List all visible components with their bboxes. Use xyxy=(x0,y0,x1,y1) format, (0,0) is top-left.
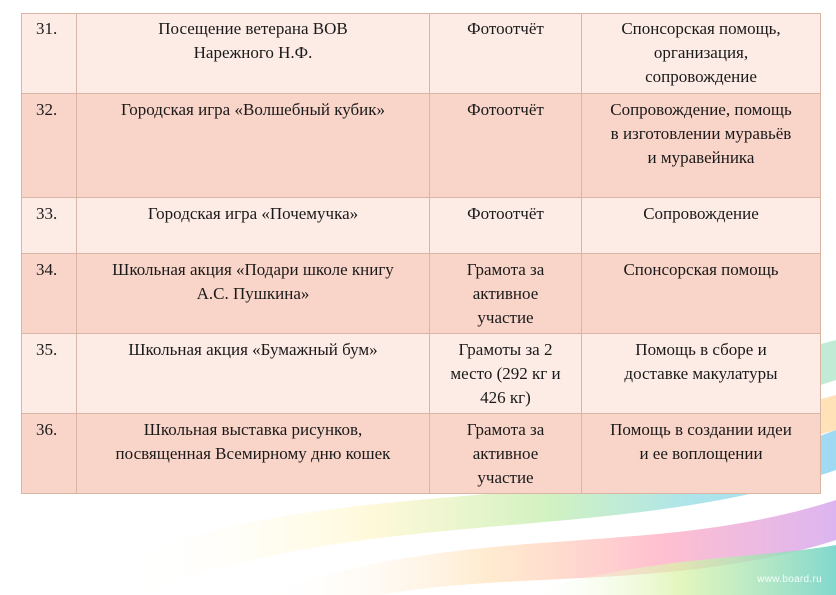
role-cell-line: Помощь в сборе и xyxy=(635,340,767,359)
row-number: 33. xyxy=(22,198,77,254)
event-cell-line: Школьная акция «Бумажный бум» xyxy=(128,340,378,359)
event-cell-line: Городская игра «Почемучка» xyxy=(147,204,359,223)
table-row xyxy=(22,334,821,414)
role-cell-line: организация, xyxy=(653,43,749,62)
role-cell xyxy=(582,14,821,94)
role-cell-line: и муравейника xyxy=(647,148,755,167)
result-cell-line: Грамота за xyxy=(466,420,545,439)
result-cell xyxy=(430,198,582,254)
event-cell xyxy=(77,94,430,198)
role-cell-line: доставке макулатуры xyxy=(624,364,778,383)
role-cell-line: Сопровождение, помощь xyxy=(610,100,792,119)
row-number: 32. xyxy=(22,94,77,198)
row-number: 36. xyxy=(22,414,77,494)
event-cell xyxy=(77,414,430,494)
result-cell-line: место (292 кг и xyxy=(450,364,561,383)
table-row xyxy=(22,414,821,494)
event-cell-line: Нарежного Н.Ф. xyxy=(193,43,313,62)
role-cell xyxy=(582,254,821,334)
row-number: 34. xyxy=(22,254,77,334)
event-cell xyxy=(77,14,430,94)
watermark-text: www.board.ru xyxy=(757,574,822,585)
result-cell-line: Фотоотчёт xyxy=(467,19,544,38)
role-cell-line: Сопровождение xyxy=(643,204,759,223)
result-cell-line: Фотоотчёт xyxy=(467,204,544,223)
table-row xyxy=(22,94,821,198)
result-cell-line: Фотоотчёт xyxy=(467,100,544,119)
role-cell-line: Спонсорская помощь, xyxy=(621,19,781,38)
result-cell-line: участие xyxy=(477,308,534,327)
role-cell xyxy=(582,94,821,198)
result-cell-line: Грамота за xyxy=(466,260,545,279)
result-cell-line: активное xyxy=(472,444,539,463)
table-row xyxy=(22,254,821,334)
event-cell xyxy=(77,334,430,414)
role-cell-line: Помощь в создании идеи xyxy=(610,420,792,439)
result-cell xyxy=(430,414,582,494)
event-cell-line: Посещение ветерана ВОВ xyxy=(158,19,348,38)
result-cell xyxy=(430,94,582,198)
result-cell xyxy=(430,14,582,94)
role-cell-line: сопровождение xyxy=(645,67,757,86)
row-number: 31. xyxy=(22,14,77,94)
event-cell-line: посвященная Всемирному дню кошек xyxy=(115,444,391,463)
event-cell xyxy=(77,198,430,254)
role-cell-line: Спонсорская помощь xyxy=(623,260,779,279)
result-cell-line: участие xyxy=(477,468,534,487)
role-cell-line: и ее воплощении xyxy=(639,444,763,463)
result-cell-line: Грамоты за 2 xyxy=(458,340,553,359)
table-row xyxy=(22,14,821,94)
role-cell xyxy=(582,334,821,414)
row-number: 35. xyxy=(22,334,77,414)
event-cell-line: Городская игра «Волшебный кубик» xyxy=(120,100,386,119)
activities-table xyxy=(21,13,821,494)
event-cell xyxy=(77,254,430,334)
event-cell-line: Школьная акция «Подари школе книгу xyxy=(112,260,394,279)
result-cell xyxy=(430,254,582,334)
role-cell xyxy=(582,198,821,254)
event-cell-line: Школьная выставка рисунков, xyxy=(143,420,363,439)
result-cell-line: активное xyxy=(472,284,539,303)
role-cell xyxy=(582,414,821,494)
result-cell-line: 426 кг) xyxy=(480,388,531,407)
role-cell-line: в изготовлении муравьёв xyxy=(610,124,792,143)
result-cell xyxy=(430,334,582,414)
table-row xyxy=(22,198,821,254)
event-cell-line: А.С. Пушкина» xyxy=(196,284,310,303)
